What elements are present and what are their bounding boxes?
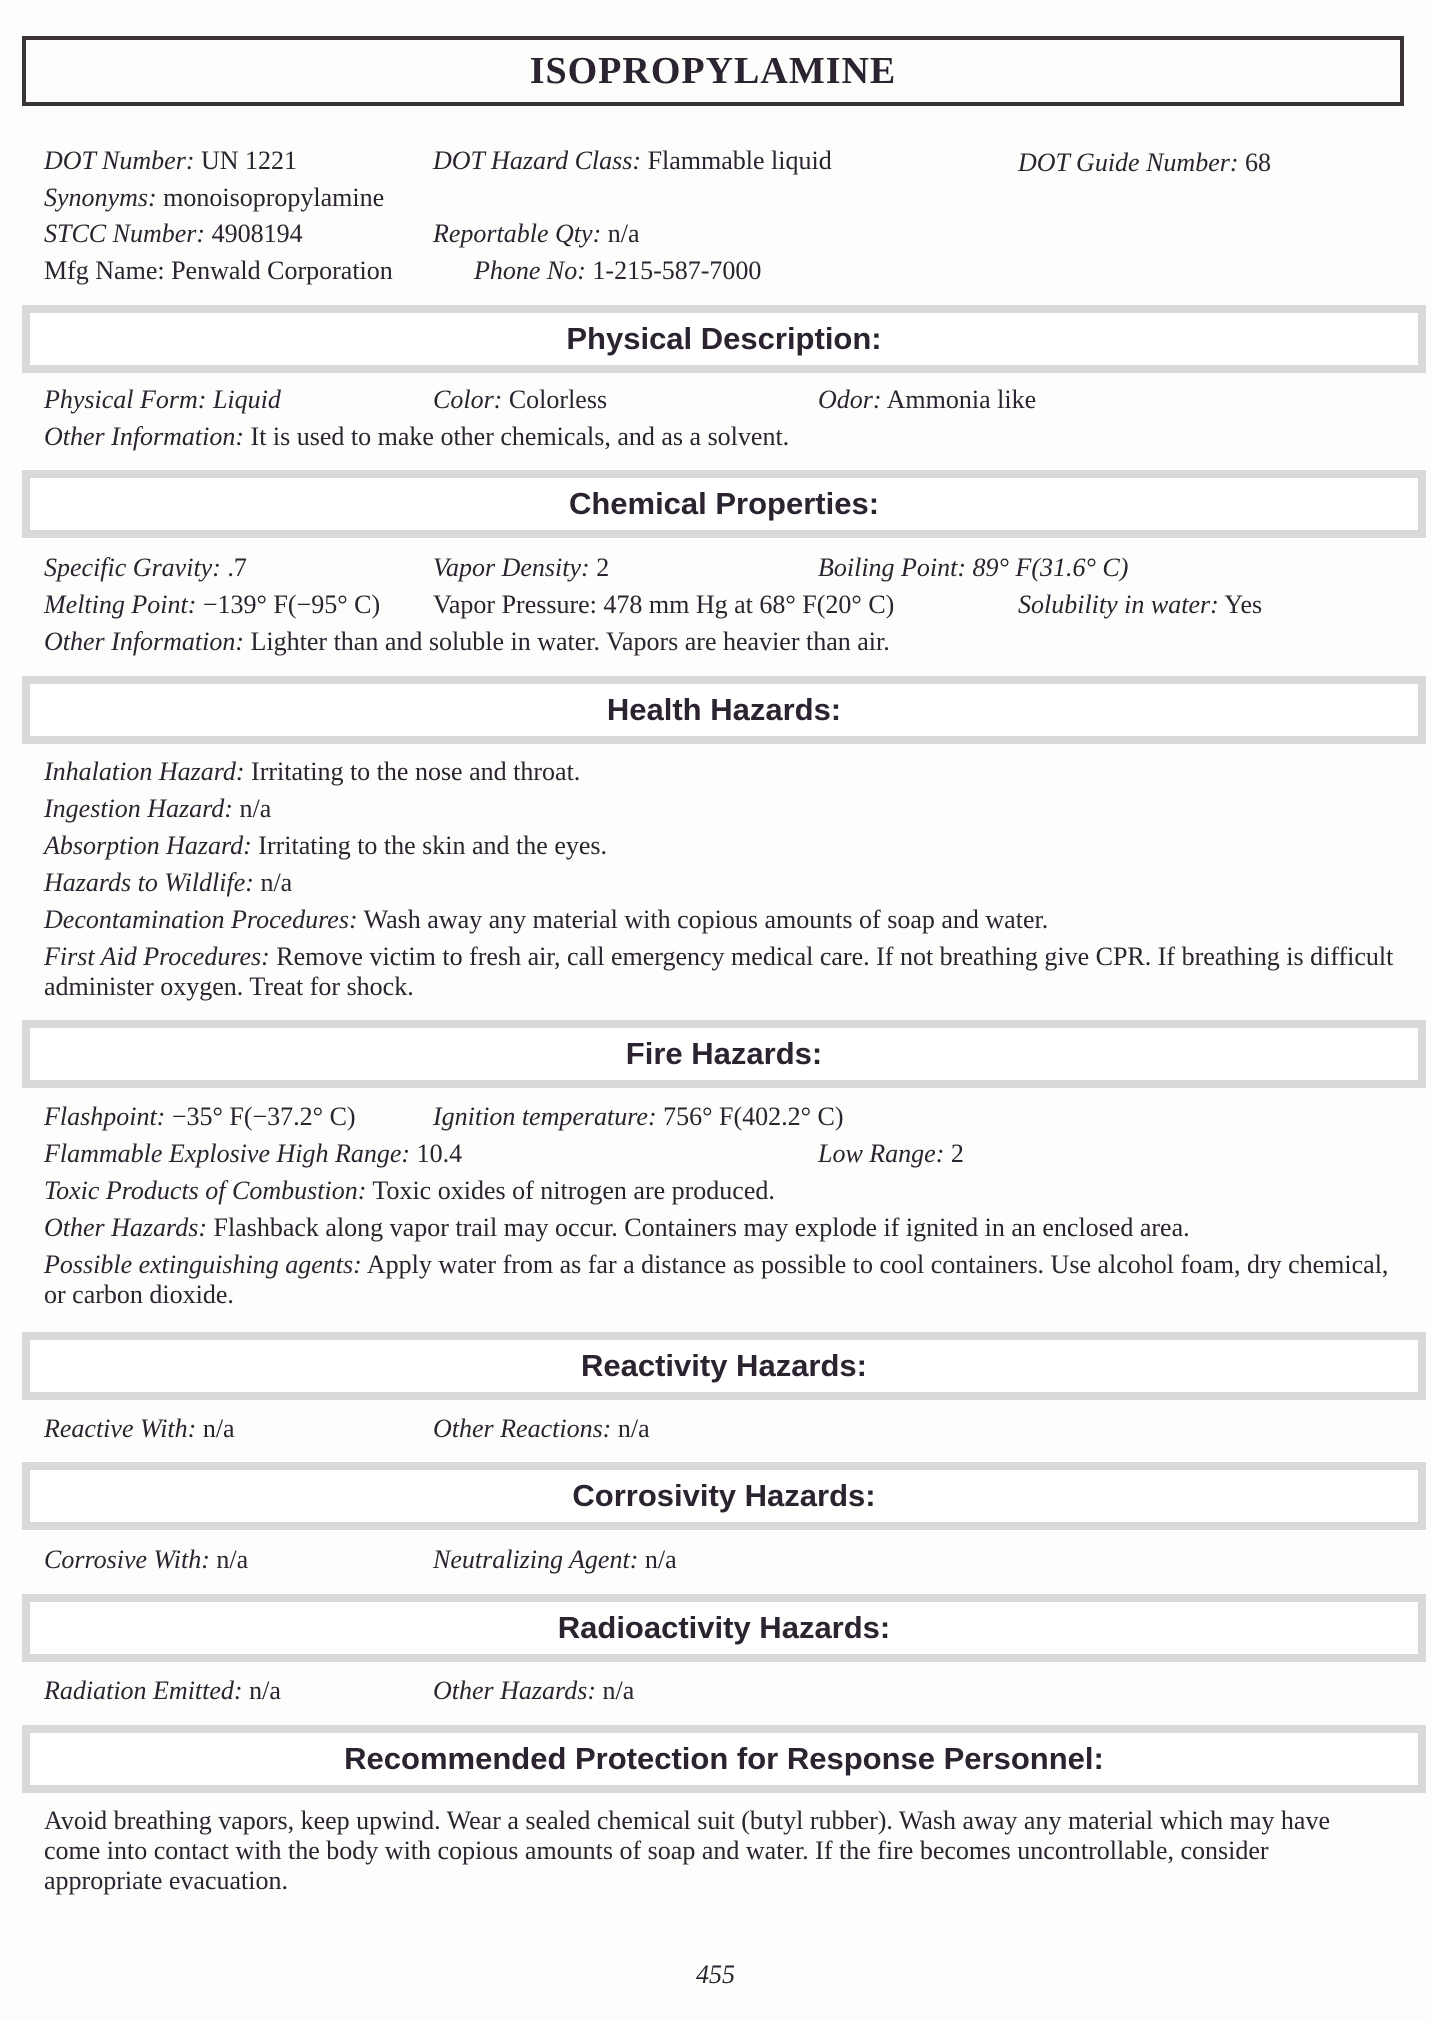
ingestion-hazard: Ingestion Hazard: n/a (44, 794, 272, 823)
radiation-emitted: Radiation Emitted: n/a (44, 1676, 281, 1705)
synonyms: Synonyms: monoisopropylamine (44, 183, 385, 212)
radioactivity-hazards-heading: Radioactivity Hazards: (22, 1594, 1426, 1662)
other-fire-hazards: Other Hazards: Flashback along vapor trail may occur. Containers may explode if ignited in an enclosed area. (44, 1213, 1190, 1242)
inhalation-hazard: Inhalation Hazard: Irritating to the nose and throat. (44, 757, 581, 786)
radioactivity-other-hazards: Other Hazards: n/a (433, 1676, 635, 1705)
ignition-temperature: Ignition temperature: 756° F(402.2° C) (433, 1102, 844, 1131)
stcc-number: STCC Number: 4908194 (44, 219, 303, 248)
absorption-hazard: Absorption Hazard: Irritating to the skin and the eyes. (44, 831, 608, 860)
protection-heading: Recommended Protection for Response Personnel: (22, 1725, 1426, 1793)
toxic-products: Toxic Products of Combustion: Toxic oxides of nitrogen are produced. (44, 1176, 775, 1205)
corrosive-with: Corrosive With: n/a (44, 1545, 249, 1574)
health-hazards-heading: Health Hazards: (22, 676, 1426, 744)
reportable-qty: Reportable Qty: n/a (433, 219, 640, 248)
protection-text: Avoid breathing vapors, keep upwind. Wear a sealed chemical suit (butyl rubber). Wash away any material which may have come into contact with the body with copious amounts of soap and water. If the fire becomes uncontrollable, consider appropriate evacuation. (44, 1806, 1330, 1895)
vapor-pressure: Vapor Pressure: 478 mm Hg at 68° F(20° C) (433, 590, 895, 619)
decontamination: Decontamination Procedures: Wash away any material with copious amounts of soap and water. (44, 905, 1049, 934)
other-reactions: Other Reactions: n/a (433, 1414, 650, 1443)
reactivity-hazards-heading: Reactivity Hazards: (22, 1332, 1426, 1400)
specific-gravity: Specific Gravity: .7 (44, 553, 247, 582)
melting-point: Melting Point: −139° F(−95° C) (44, 590, 381, 619)
low-range: Low Range: 2 (818, 1139, 964, 1168)
wildlife-hazard: Hazards to Wildlife: n/a (44, 868, 293, 897)
mfg-name: Mfg Name: Penwald Corporation (44, 256, 393, 285)
phone-number: Phone No: 1-215-587-7000 (474, 256, 762, 285)
physical-form: Physical Form: Liquid (44, 385, 281, 414)
odor: Odor: Ammonia like (818, 385, 1037, 414)
physical-description-heading: Physical Description: (22, 305, 1426, 373)
title-box (22, 36, 1404, 106)
page-number: 455 (696, 1960, 735, 1989)
flashpoint: Flashpoint: −35° F(−37.2° C) (44, 1102, 356, 1131)
explosive-high-range: Flammable Explosive High Range: 10.4 (44, 1139, 463, 1168)
vapor-density: Vapor Density: 2 (433, 553, 610, 582)
fire-hazards-heading: Fire Hazards: (22, 1020, 1426, 1088)
dot-guide-number: DOT Guide Number: 68 (1018, 148, 1272, 177)
color: Color: Colorless (433, 385, 608, 414)
chemical-properties-heading: Chemical Properties: (22, 470, 1426, 538)
neutralizing-agent: Neutralizing Agent: n/a (433, 1545, 677, 1574)
extinguishing-agents: Possible extinguishing agents: Apply water from as far a distance as possible to cool containers. Use alcohol foam, dry chemical, or carbon dioxide. (44, 1250, 1389, 1309)
dot-hazard-class: DOT Hazard Class: Flammable liquid (433, 146, 832, 175)
corrosivity-hazards-heading: Corrosivity Hazards: (22, 1462, 1426, 1530)
first-aid: First Aid Procedures: Remove victim to fresh air, call emergency medical care. If not breathing give CPR. If breathing is difficult administer oxygen. Treat for shock. (44, 942, 1394, 1001)
page-title: ISOPROPYLAMINE (529, 50, 897, 92)
boiling-point: Boiling Point: 89° F(31.6° C) (818, 553, 1129, 582)
chemical-other-info: Other Information: Lighter than and soluble in water. Vapors are heavier than air. (44, 627, 890, 656)
reactive-with: Reactive With: n/a (44, 1414, 235, 1443)
solubility: Solubility in water: Yes (1018, 590, 1263, 619)
dot-number: DOT Number: UN 1221 (44, 146, 298, 175)
physical-other-info: Other Information: It is used to make other chemicals, and as a solvent. (44, 422, 790, 451)
